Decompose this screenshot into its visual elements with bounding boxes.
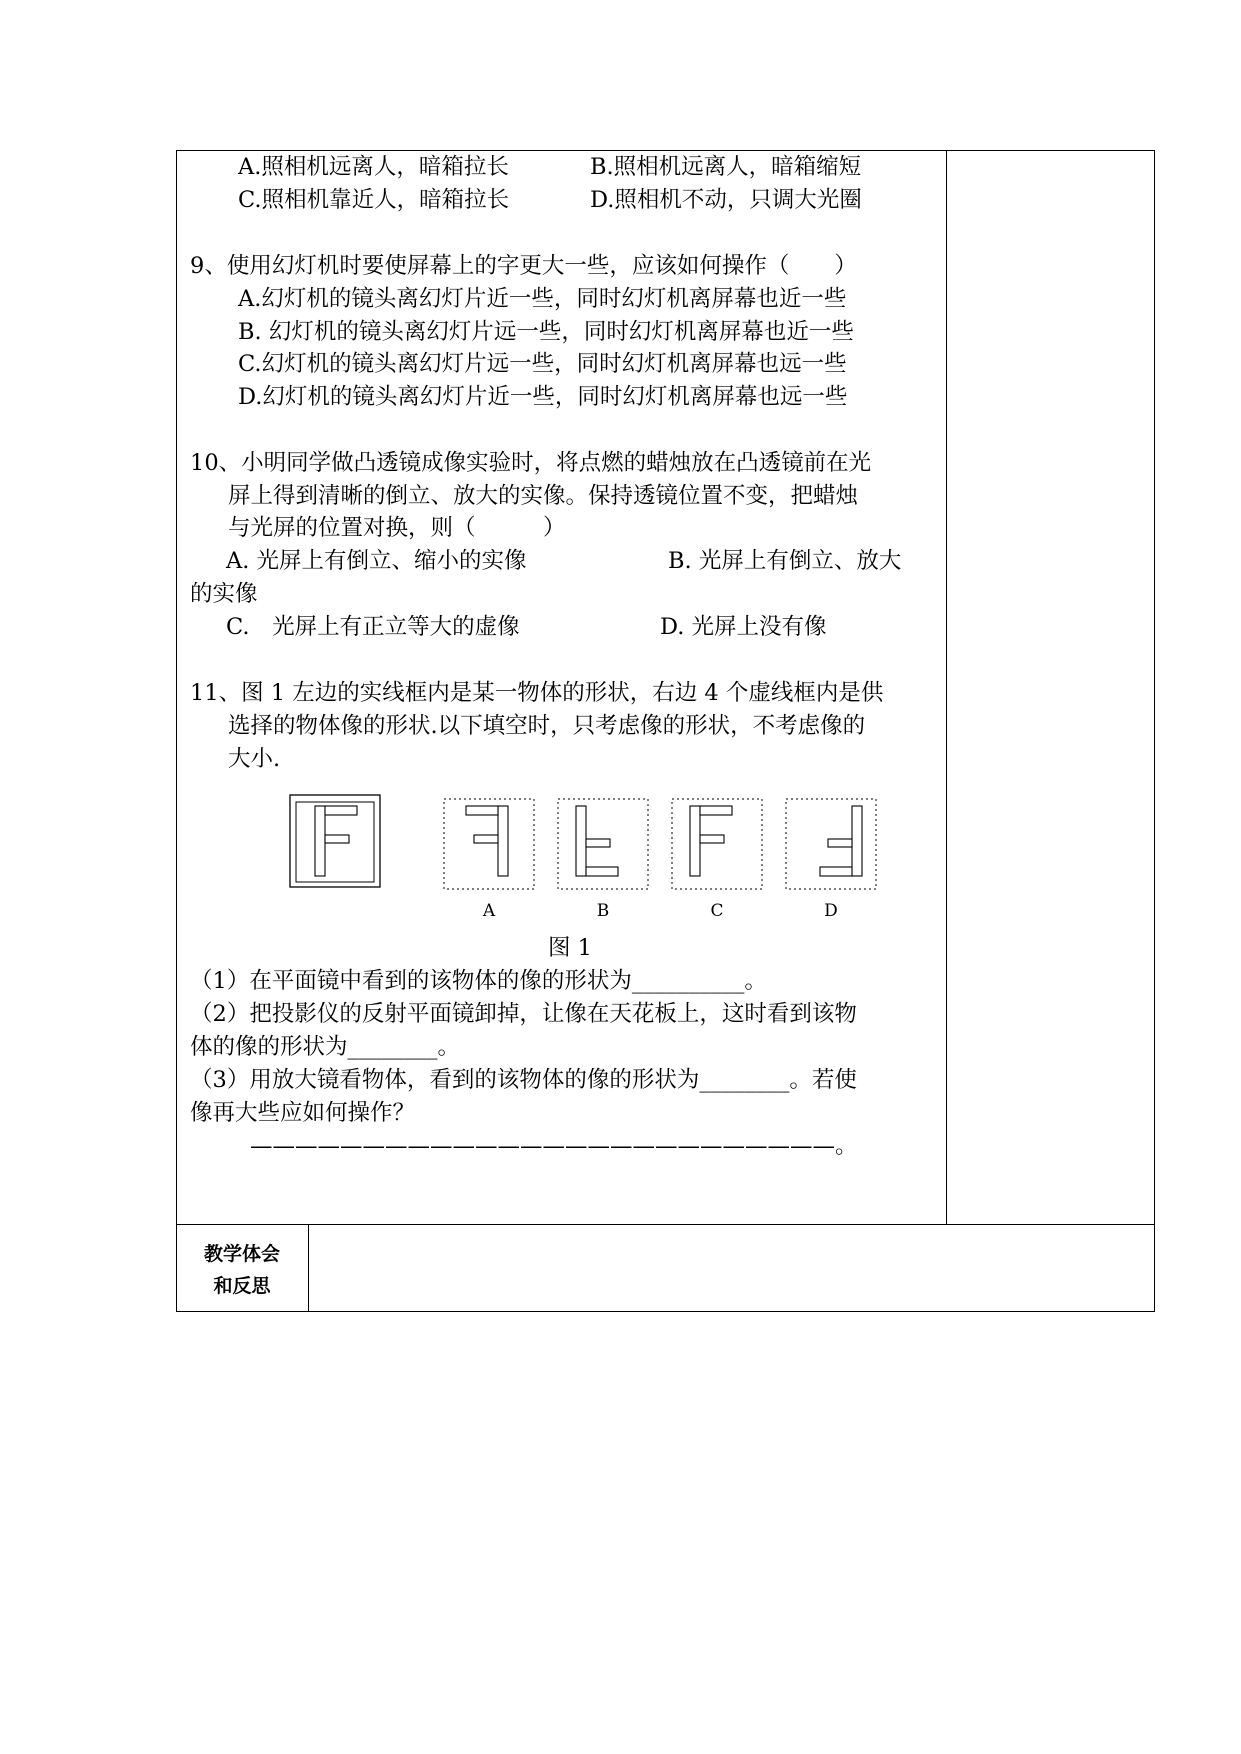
q11-sub-3-line-1: （3）用放大镜看物体，看到的该物体的像的形状为________。若使 [190, 1067, 857, 1093]
q10-stem-line-2: 屏上得到清晰的倒立、放大的实像。保持透镜位置不变，把蜡烛 [228, 483, 859, 509]
figure-caption: 图 1 [548, 935, 592, 961]
q9-option-d: D.幻灯机的镜头离幻灯片近一些，同时幻灯机离屏幕也远一些 [238, 384, 848, 410]
q8-option-b: B.照相机远离人，暗箱缩短 [590, 154, 862, 180]
q10-option-d: D. 光屏上没有像 [660, 614, 827, 640]
table-row-divider [176, 1224, 1155, 1225]
original-object-figure [290, 795, 380, 887]
option-c-figure [672, 799, 762, 921]
q11-stem-line-1: 11、图 1 左边的实线框内是某一物体的形状，右边 4 个虚线框内是供 [190, 680, 884, 706]
q9-option-c: C.幻灯机的镜头离幻灯片远一些，同时幻灯机离屏幕也远一些 [238, 351, 847, 377]
option-a-figure [444, 799, 534, 921]
option-a-label: A [482, 901, 496, 921]
q10-option-b-continued: 的实像 [190, 581, 258, 607]
q11-sub-1: （1）在平面镜中看到的该物体的像的形状为__________。 [190, 968, 767, 994]
option-b-figure [558, 799, 648, 921]
option-c-label: C [710, 901, 724, 921]
q8-option-a: A.照相机远离人，暗箱拉长 [238, 154, 509, 180]
figure-1 [286, 786, 886, 926]
option-d-label: D [824, 901, 838, 921]
reflection-label-line-2: 和反思 [213, 1275, 271, 1297]
q10-option-c: C. 光屏上有正立等大的虚像 [226, 614, 520, 640]
option-b-label: B [596, 901, 610, 921]
reflection-column-divider [308, 1224, 309, 1312]
q8-option-c: C.照相机靠近人，暗箱拉长 [238, 187, 510, 213]
table-column-divider [946, 150, 947, 1224]
q10-stem-line-1: 10、小明同学做凸透镜成像实验时，将点燃的蜡烛放在凸透镜前在光 [190, 450, 872, 476]
q8-option-d: D.照相机不动，只调大光圈 [590, 187, 862, 213]
q10-option-a: A. 光屏上有倒立、缩小的实像 [226, 548, 527, 574]
q9-option-a: A.幻灯机的镜头离幻灯片近一些，同时幻灯机离屏幕也近一些 [238, 286, 847, 312]
q9-option-b: B. 幻灯机的镜头离幻灯片远一些，同时幻灯机离屏幕也近一些 [238, 319, 854, 345]
reflection-label-line-1: 教学体会 [203, 1243, 280, 1265]
q11-sub-2-line-1: （2）把投影仪的反射平面镜卸掉，让像在天花板上，这时看到该物 [190, 1001, 857, 1027]
option-d-figure [786, 799, 876, 921]
reflection-label [176, 1238, 308, 1302]
q11-stem-line-2: 选择的物体像的形状.以下填空时，只考虑像的形状，不考虑像的 [228, 713, 866, 739]
q11-sub-3-answer-blank: ——————————————————————————。 [250, 1133, 858, 1159]
q11-sub-3-line-2: 像再大些应如何操作？ [190, 1100, 416, 1126]
q9-stem: 9、使用幻灯机时要使屏幕上的字更大一些，应该如何操作（ ） [190, 253, 857, 279]
q11-stem-line-3: 大小. [228, 746, 281, 772]
q11-sub-2-line-2: 体的像的形状为________。 [190, 1034, 461, 1060]
q10-stem-line-3: 与光屏的位置对换，则（ ） [228, 515, 566, 541]
q10-option-b: B. 光屏上有倒立、放大 [668, 548, 902, 574]
